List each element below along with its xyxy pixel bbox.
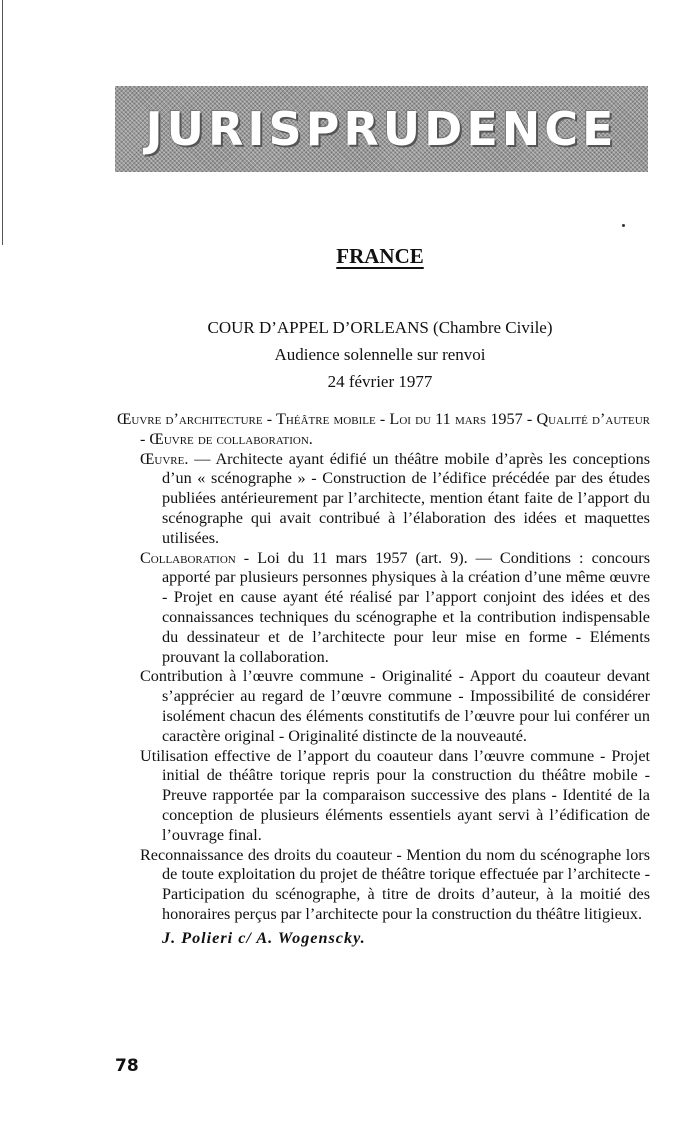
banner-title: JURISPRUDENCE — [145, 102, 618, 156]
section-banner — [115, 86, 648, 172]
summary-reconnaissance: Reconnaissance des droits du coauteur - Mention du nom du scénographe lors de toute exploitation du projet de théâtre torique effectuée par l’architecte - Participation du scénographe, à titre de droits d’auteur, à la moitié des honoraires perçus par l’architecte pour la construction du théâtre litigieux. — [140, 845, 650, 923]
case-summary — [117, 410, 650, 949]
left-margin-rule — [2, 0, 3, 245]
summary-contribution: Contribution à l’œuvre commune - Originalité - Apport du coauteur devant s’apprécier au regard de l’œuvre commune - Impossibilité de considérer isolément chacun des éléments constitutifs de l’œuvre pour lui conférer un caractère original - Originalité distincte de la nouveauté. — [140, 667, 650, 745]
collaboration-text: - Loi du 11 mars 1957 (art. 9). — Conditions : concours apporté par plusieurs personnes physiques à la création d’une même œuvre - Projet en cause ayant été réalisé par l’apport conjoint des idées et des connaissances techniques du scénographe et la contribution indispensable du dessinateur et de l’architecte pour leur mise en forme - Eléments prouvant la collaboration. — [162, 548, 650, 666]
court-name: COUR D’APPEL D’ORLEANS (Chambre Civile) — [207, 318, 553, 337]
summary-oeuvre — [117, 450, 650, 549]
oeuvre-text: — Architecte ayant édifié un théâtre mobile d’après les conceptions d’un « scénographe » - Construction de l’édifice précédée par des études publiées antérieurement par l’architecte, mention étant faite de l’apport du scénographe qui avait contribué à l’élaboration des idées et maquettes utilisées. — [162, 449, 650, 547]
summary-utilisation: Utilisation effective de l’apport du coauteur dans l’œuvre commune - Projet initial de théâtre torique repris pour la construction du théâtre mobile - Preuve rapportée par la comparaison successive des plans - Identité de la conception de plusieurs éléments essentiels ayant servi à l’édification de l’ouvrage final. — [140, 746, 650, 844]
collaboration-label: Collaboration — [140, 548, 236, 567]
court-date: 24 février 1977 — [327, 372, 433, 391]
summary-collaboration — [117, 549, 650, 668]
oeuvre-label: Œuvre. — [140, 449, 189, 468]
speck-mark — [622, 224, 625, 227]
summary-heading: Œuvre d’architecture - Théâtre mobile - Loi du 11 mars 1957 - Qualité d’auteur - Œuvre de collaboration. — [117, 410, 650, 448]
case-parties: J. Polieri c/ A. Wogenscky. — [162, 928, 366, 947]
country-heading: FRANCE — [336, 244, 424, 268]
court-session: Audience solennelle sur renvoi — [274, 345, 486, 364]
court-header — [0, 314, 700, 395]
page-number: 78 — [115, 1056, 139, 1076]
